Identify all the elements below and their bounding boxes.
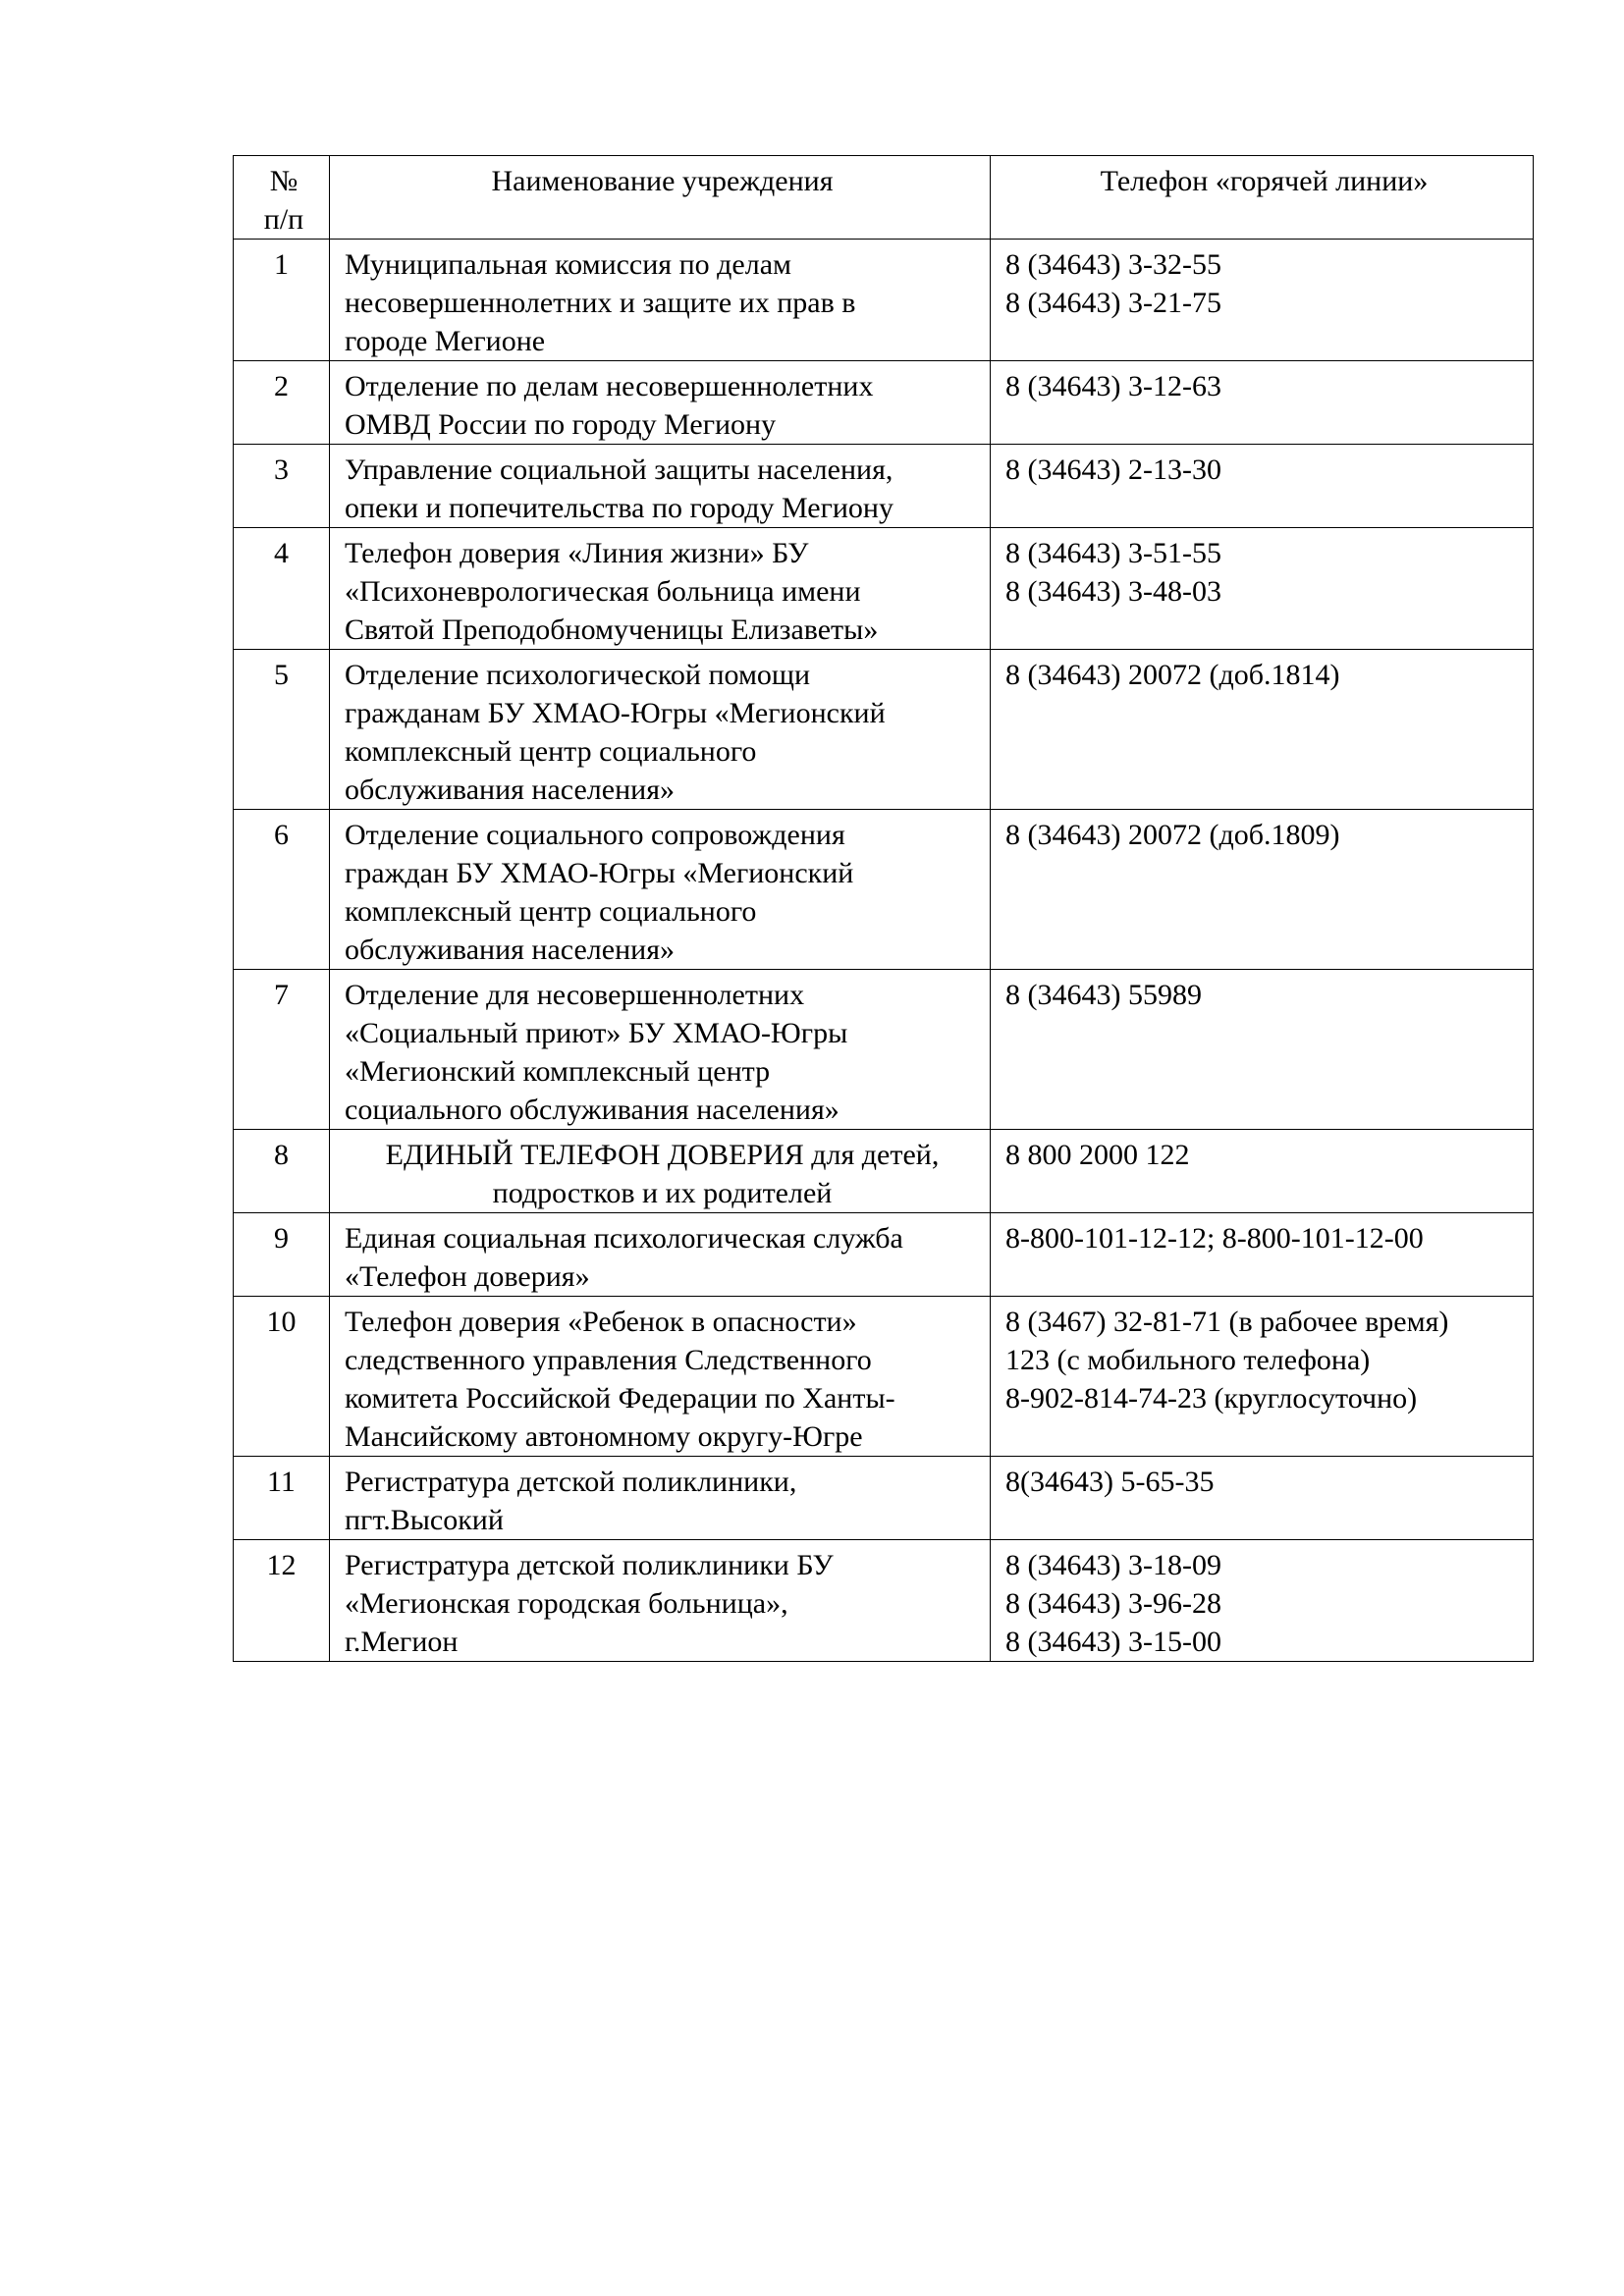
hotline-phone-cell <box>991 445 1534 528</box>
institution-name-line: граждан БУ ХМАО-Югры «Мегионский <box>345 857 854 889</box>
phone-number: 8 (34643) 20072 (доб.1814) <box>1005 659 1340 691</box>
row-number: 2 <box>234 361 330 445</box>
phone-number: 8 (34643) 3-15-00 <box>1005 1626 1221 1658</box>
hotline-phone-cell <box>991 361 1534 445</box>
institution-name-line: Святой Преподобномученицы Елизаветы» <box>345 614 879 646</box>
table-row <box>234 240 1534 361</box>
table-row <box>234 1130 1534 1213</box>
hotline-phone-cell <box>991 528 1534 650</box>
hotline-table <box>233 155 1534 1662</box>
table-row <box>234 361 1534 445</box>
institution-name-line: подростков и их родителей <box>492 1177 833 1209</box>
header-institution-name: Наименование учреждения <box>330 156 991 240</box>
row-number: 12 <box>234 1540 330 1662</box>
hotline-phone-cell <box>991 810 1534 970</box>
table-row <box>234 1540 1534 1662</box>
institution-name-line: Муниципальная комиссия по делам <box>345 248 792 281</box>
phone-number: 8 (34643) 3-51-55 <box>1005 537 1221 569</box>
institution-name-line: «Социальный приют» БУ ХМАО-Югры <box>345 1017 848 1049</box>
institution-name-cell <box>330 1540 991 1662</box>
table-row <box>234 445 1534 528</box>
institution-name-cell <box>330 1297 991 1457</box>
institution-name-line: «Телефон доверия» <box>345 1260 590 1293</box>
table-row <box>234 810 1534 970</box>
hotline-phone-cell <box>991 1213 1534 1297</box>
table-header-row <box>234 156 1534 240</box>
row-number: 9 <box>234 1213 330 1297</box>
institution-name-cell <box>330 970 991 1130</box>
hotline-phone-cell <box>991 1540 1534 1662</box>
institution-name-line: обслуживания населения» <box>345 934 675 966</box>
phone-number: 8(34643) 5-65-35 <box>1005 1466 1215 1498</box>
institution-name-cell <box>330 240 991 361</box>
phone-number: 8 800 2000 122 <box>1005 1139 1190 1171</box>
institution-name-line: Единая социальная психологическая служба <box>345 1222 903 1255</box>
institution-name-line: «Мегионская городская больница», <box>345 1587 788 1620</box>
phone-number: 8 (3467) 32-81-71 (в рабочее время) <box>1005 1306 1449 1338</box>
row-number: 5 <box>234 650 330 810</box>
table-row <box>234 1457 1534 1540</box>
row-number: 8 <box>234 1130 330 1213</box>
row-number: 11 <box>234 1457 330 1540</box>
row-number: 4 <box>234 528 330 650</box>
institution-name-line: Мансийскому автономному округу-Югре <box>345 1420 863 1453</box>
hotline-phone-cell <box>991 1457 1534 1540</box>
header-number <box>234 156 330 240</box>
institution-name-line: комплексный центр социального <box>345 895 757 928</box>
institution-name-line: Отделение по делам несовершеннолетних <box>345 370 874 402</box>
row-number: 10 <box>234 1297 330 1457</box>
institution-name-cell <box>330 528 991 650</box>
institution-name-line: Отделение психологической помощи <box>345 659 811 691</box>
phone-number: 8 (34643) 2-13-30 <box>1005 454 1221 486</box>
institution-name-cell <box>330 810 991 970</box>
row-number: 1 <box>234 240 330 361</box>
phone-number: 8 (34643) 3-21-75 <box>1005 287 1221 319</box>
institution-name-cell <box>330 361 991 445</box>
institution-name-line: г.Мегион <box>345 1626 459 1658</box>
phone-number: 8 (34643) 3-32-55 <box>1005 248 1221 281</box>
table-row <box>234 650 1534 810</box>
table-row <box>234 1297 1534 1457</box>
phone-number: 8 (34643) 3-12-63 <box>1005 370 1221 402</box>
hotline-phone-cell <box>991 1130 1534 1213</box>
row-number: 6 <box>234 810 330 970</box>
hotline-phone-cell <box>991 650 1534 810</box>
hotline-phone-cell <box>991 1297 1534 1457</box>
table-row <box>234 1213 1534 1297</box>
institution-name-cell <box>330 445 991 528</box>
institution-name-line: Управление социальной защиты населения, <box>345 454 893 486</box>
institution-name-line: Отделение для несовершеннолетних <box>345 979 805 1011</box>
institution-name-line: Телефон доверия «Ребенок в опасности» <box>345 1306 857 1338</box>
institution-name-line: Телефон доверия «Линия жизни» БУ <box>345 537 809 569</box>
institution-name-line: обслуживания населения» <box>345 774 675 806</box>
phone-number: 8-800-101-12-12; 8-800-101-12-00 <box>1005 1222 1424 1255</box>
phone-number: 8-902-814-74-23 (круглосуточно) <box>1005 1382 1418 1415</box>
header-number-line2: п/п <box>263 203 304 236</box>
institution-name-cell <box>330 1457 991 1540</box>
institution-name-line: несовершеннолетних и защите их прав в <box>345 287 856 319</box>
header-number-line1: № <box>269 165 298 197</box>
phone-number: 8 (34643) 3-18-09 <box>1005 1549 1221 1581</box>
institution-name-cell <box>330 1130 991 1213</box>
table-body <box>234 240 1534 1662</box>
institution-name-line: пгт.Высокий <box>345 1504 504 1536</box>
hotline-phone-cell <box>991 240 1534 361</box>
institution-name-line: следственного управления Следственного <box>345 1344 872 1376</box>
table-row <box>234 970 1534 1130</box>
institution-name-line: комитета Российской Федерации по Ханты- <box>345 1382 895 1415</box>
row-number: 3 <box>234 445 330 528</box>
institution-name-line: городе Мегионе <box>345 325 546 357</box>
phone-number: 8 (34643) 3-96-28 <box>1005 1587 1221 1620</box>
phone-number: 123 (с мобильного телефона) <box>1005 1344 1371 1376</box>
phone-number: 8 (34643) 3-48-03 <box>1005 575 1221 608</box>
institution-name-line: комплексный центр социального <box>345 735 757 768</box>
header-hotline-phone: Телефон «горячей линии» <box>991 156 1534 240</box>
institution-name-line: Регистратура детской поликлиники, <box>345 1466 797 1498</box>
institution-name-line: Отделение социального сопровождения <box>345 819 845 851</box>
row-number: 7 <box>234 970 330 1130</box>
institution-name-line: «Психоневрологическая больница имени <box>345 575 861 608</box>
phone-number: 8 (34643) 55989 <box>1005 979 1202 1011</box>
hotline-phone-cell <box>991 970 1534 1130</box>
table-row <box>234 528 1534 650</box>
phone-number: 8 (34643) 20072 (доб.1809) <box>1005 819 1340 851</box>
institution-name-cell <box>330 650 991 810</box>
institution-name-cell <box>330 1213 991 1297</box>
institution-name-line: опеки и попечительства по городу Мегиону <box>345 492 893 524</box>
institution-name-line: Регистратура детской поликлиники БУ <box>345 1549 834 1581</box>
institution-name-line: гражданам БУ ХМАО-Югры «Мегионский <box>345 697 886 729</box>
institution-name-line: ОМВД России по городу Мегиону <box>345 408 777 441</box>
institution-name-line: социального обслуживания населения» <box>345 1094 839 1126</box>
institution-name-line: ЕДИНЫЙ ТЕЛЕФОН ДОВЕРИЯ для детей, <box>385 1139 940 1171</box>
institution-name-line: «Мегионский комплексный центр <box>345 1055 771 1088</box>
